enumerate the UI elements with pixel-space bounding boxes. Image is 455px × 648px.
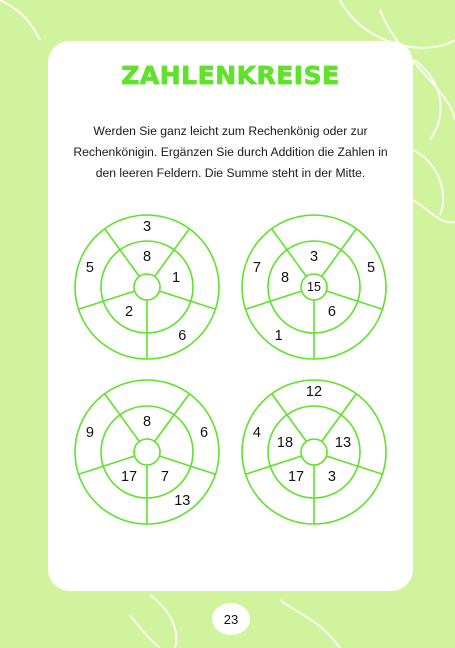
segment-divider	[155, 394, 190, 442]
inner-field-number: 8	[142, 248, 152, 265]
outer-field-number: 4	[252, 425, 261, 442]
segment-divider	[322, 229, 357, 277]
outer-field-number: 7	[252, 260, 261, 277]
outer-field-number: 13	[174, 492, 191, 509]
inner-field-number: 3	[309, 248, 319, 265]
inner-field-number: 2	[125, 303, 134, 320]
instructions-text: Werden Sie ganz leicht zum Rechenkönig oder zur Rechenkönigin. Ergänzen Sie durch Addition die Zahlen in den leeren Feldern. Die Summe steht in der Mitte.	[73, 124, 388, 180]
inner-field-number: 7	[160, 468, 169, 485]
inner-field-number: 18	[276, 434, 294, 451]
inner-field-number: 1	[171, 269, 181, 286]
center-ring	[134, 274, 160, 300]
segment-divider	[105, 229, 140, 277]
inner-field-number: 8	[280, 269, 290, 286]
outer-field-number: 9	[85, 425, 94, 442]
segment-divider	[246, 291, 302, 309]
number-circle-puzzle-4	[239, 377, 389, 527]
page-number: 23	[212, 603, 250, 635]
number-circle-puzzle-3	[72, 377, 222, 527]
center-sum-number: 15	[307, 279, 321, 294]
center-ring	[134, 439, 160, 465]
number-circle-puzzle-1	[72, 212, 222, 362]
center-ring	[301, 439, 327, 465]
page-title: ZAHLENKREISE	[121, 61, 340, 90]
inner-field-number: 6	[327, 303, 336, 320]
outer-field-number: 1	[274, 327, 283, 344]
outer-field-number: 6	[178, 327, 187, 344]
outer-field-number: 5	[367, 260, 376, 277]
puzzle-rings	[72, 377, 222, 527]
number-circle-puzzle-2	[239, 212, 389, 362]
outer-field-number: 6	[200, 425, 209, 442]
inner-field-number: 3	[327, 468, 336, 485]
segment-divider	[105, 394, 140, 442]
inner-field-number: 17	[120, 468, 138, 485]
outer-field-number: 5	[85, 260, 94, 277]
segment-divider	[159, 291, 215, 309]
inner-field-number: 8	[142, 413, 152, 430]
inner-field-number: 13	[334, 434, 352, 451]
inner-field-number: 17	[287, 468, 305, 485]
segment-divider	[272, 229, 307, 277]
outer-field-number: 3	[142, 218, 152, 235]
outer-field-number: 12	[305, 383, 323, 400]
